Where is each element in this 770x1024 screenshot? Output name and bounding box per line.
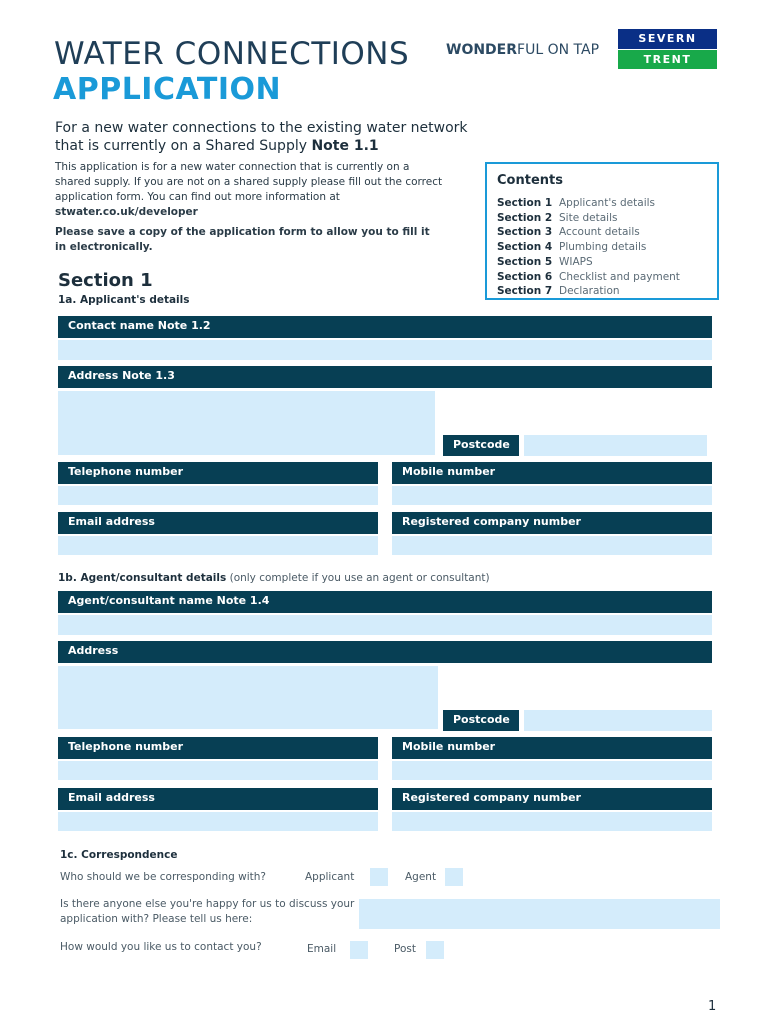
contents-row xyxy=(497,225,707,240)
corr-post-label: Post xyxy=(394,943,416,955)
corr-applicant-label: Applicant xyxy=(305,871,355,883)
contents-section: Section 6 xyxy=(497,270,553,283)
agent-heading-text: 1b. Agent/consultant details xyxy=(58,572,227,584)
contents-section: Section 7 xyxy=(497,285,553,298)
page-number: 1 xyxy=(708,999,717,1014)
postcode-field[interactable] xyxy=(524,435,707,456)
title-line-2: APPLICATION xyxy=(53,72,282,107)
contents-row xyxy=(497,270,707,285)
corr-agent-checkbox[interactable] xyxy=(445,868,463,886)
email-field[interactable] xyxy=(58,536,378,555)
contents-row xyxy=(497,255,707,270)
correspondence-heading: 1c. Correspondence xyxy=(60,849,178,861)
contents-label: Site details xyxy=(559,211,618,224)
agent-telephone-field[interactable] xyxy=(58,761,378,780)
address-field[interactable] xyxy=(58,391,435,455)
contents-label: Plumbing details xyxy=(559,241,647,254)
tagline-bold: WONDER xyxy=(446,42,518,58)
agent-company-field[interactable] xyxy=(392,812,712,831)
contents-section: Section 4 xyxy=(497,241,553,254)
contents-section: Section 3 xyxy=(497,226,553,239)
contents-row xyxy=(497,284,707,299)
section-1-title: Section 1 xyxy=(58,270,153,291)
corr-question-2: Is there anyone else you're happy for us to discuss your application with? Please tell us here: xyxy=(60,898,355,925)
corr-email-checkbox[interactable] xyxy=(350,941,368,959)
contents-section: Section 2 xyxy=(497,211,553,224)
severn-trent-logo xyxy=(618,29,717,69)
agent-name-field[interactable] xyxy=(58,615,712,635)
contents-row xyxy=(497,196,707,211)
agent-mobile-field[interactable] xyxy=(392,761,712,780)
corr-question-3: How would you like us to contact you? xyxy=(60,941,262,953)
corr-question-1: Who should we be corresponding with? xyxy=(60,871,266,883)
agent-email-label: Email address xyxy=(58,788,378,810)
contents-row xyxy=(497,240,707,255)
save-note: Please save a copy of the application form to allow you to fill it in electronically. xyxy=(55,226,430,253)
telephone-field[interactable] xyxy=(58,486,378,505)
agent-email-field[interactable] xyxy=(58,812,378,831)
corr-agent-label: Agent xyxy=(405,871,437,883)
contents-label: Applicant's details xyxy=(559,197,656,209)
title-line-1: WATER CONNECTIONS xyxy=(54,36,410,72)
postcode-label: Postcode xyxy=(443,435,519,456)
telephone-label: Telephone number xyxy=(58,462,378,484)
mobile-field[interactable] xyxy=(392,486,712,505)
contents-section: Section 1 xyxy=(497,197,553,209)
agent-company-label: Registered company number xyxy=(392,788,712,810)
logo-bottom: TRENT xyxy=(618,49,717,69)
intro-heading xyxy=(55,119,475,155)
contents-box xyxy=(485,162,719,300)
agent-heading xyxy=(58,572,490,584)
agent-heading-note: (only complete if you use an agent or consultant) xyxy=(229,572,490,584)
company-label: Registered company number xyxy=(392,512,712,534)
agent-name-label: Agent/consultant name Note 1.4 xyxy=(58,591,712,613)
intro-paragraph xyxy=(55,160,445,220)
corr-post-checkbox[interactable] xyxy=(426,941,444,959)
contents-title: Contents xyxy=(497,173,563,188)
agent-address-label: Address xyxy=(58,641,712,663)
corr-applicant-checkbox[interactable] xyxy=(370,868,388,886)
intro-heading-note: Note 1.1 xyxy=(311,138,379,154)
intro-paragraph-text: This application is for a new water connection that is currently on a shared supply. If you are not on a shared supply please fill out the correct application form. You can find out more information at xyxy=(55,161,443,203)
contents-row xyxy=(497,211,707,226)
developer-link[interactable]: stwater.co.uk/developer xyxy=(55,206,198,218)
tagline-rest: FUL ON TAP xyxy=(517,42,600,58)
applicant-heading: 1a. Applicant's details xyxy=(58,294,190,306)
agent-address-field[interactable] xyxy=(58,666,438,729)
contact-name-field[interactable] xyxy=(58,340,712,360)
contents-label: WIAPS xyxy=(559,255,593,268)
contact-name-label: Contact name Note 1.2 xyxy=(58,316,712,338)
contents-label: Declaration xyxy=(559,285,620,298)
company-field[interactable] xyxy=(392,536,712,555)
email-label: Email address xyxy=(58,512,378,534)
corr-email-label: Email xyxy=(307,943,337,955)
mobile-label: Mobile number xyxy=(392,462,712,484)
corr-others-field[interactable] xyxy=(359,899,720,929)
agent-mobile-label: Mobile number xyxy=(392,737,712,759)
agent-telephone-label: Telephone number xyxy=(58,737,378,759)
contents-label: Account details xyxy=(559,226,640,239)
logo-top: SEVERN xyxy=(618,29,717,49)
tagline xyxy=(446,42,599,58)
intro-heading-text: For a new water connections to the existing water network that is currently on a Shared Supply xyxy=(55,120,468,154)
contents-section: Section 5 xyxy=(497,255,553,268)
contents-label: Checklist and payment xyxy=(559,270,680,283)
agent-postcode-field[interactable] xyxy=(524,710,712,731)
agent-postcode-label: Postcode xyxy=(443,710,519,731)
address-label: Address Note 1.3 xyxy=(58,366,712,388)
